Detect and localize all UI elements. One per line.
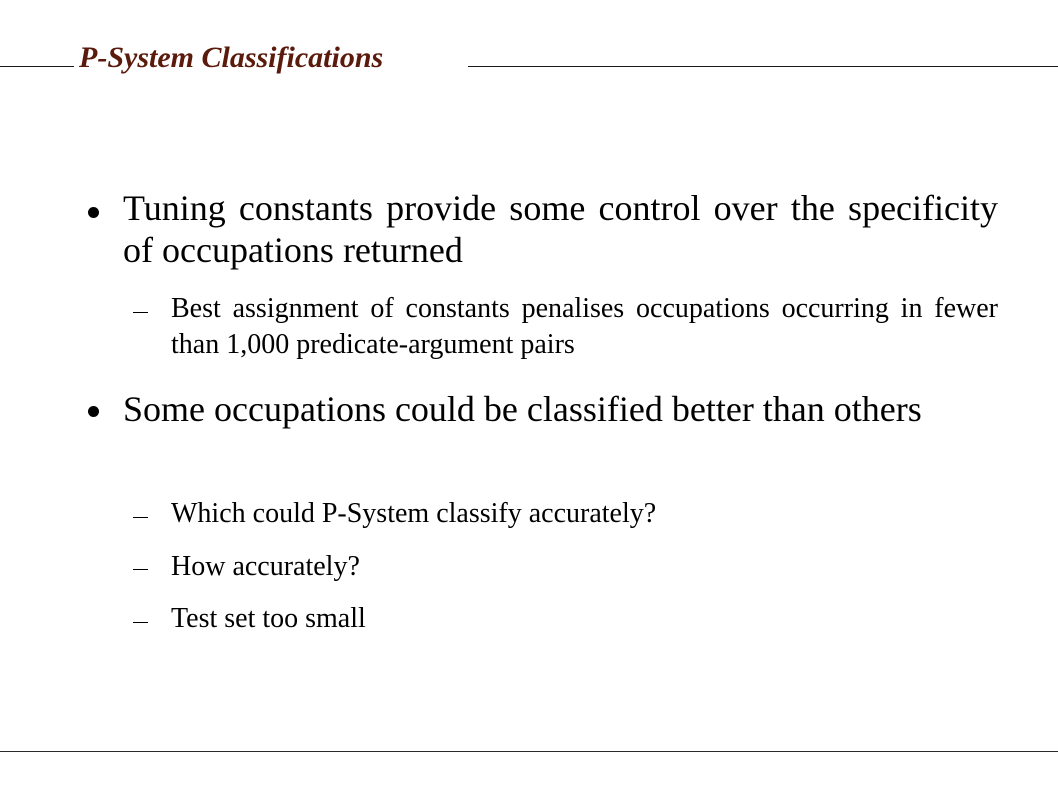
bullet-item-1 — [123, 187, 998, 271]
bullet-dash-icon — [133, 622, 148, 623]
sub-bullet-item-2 — [171, 496, 998, 532]
title-rule-left — [0, 66, 74, 67]
bullet-dash-icon — [133, 569, 148, 570]
bullet-item-2 — [123, 388, 998, 430]
sub-bullet-item-1 — [171, 291, 998, 363]
title-rule-right — [468, 66, 1058, 67]
footer-rule — [0, 751, 1058, 752]
bullet-text: Some occupations could be classified better than others — [123, 389, 922, 429]
slide-title: P-System Classifications — [79, 41, 384, 74]
bullet-dot-icon — [88, 207, 99, 218]
sub-bullet-text: Best assignment of constants penalises occupations occurring in fewer than 1,000 predicate-argument pairs — [171, 293, 998, 360]
bullet-text: Tuning constants provide some control over the specificity of occupations returned — [123, 188, 998, 270]
bullet-dash-icon — [133, 517, 148, 518]
sub-bullet-text: Which could P-System classify accurately? — [171, 498, 657, 529]
sub-bullet-text: Test set too small — [171, 603, 366, 634]
bullet-dot-icon — [88, 406, 99, 417]
sub-bullet-item-3 — [171, 549, 998, 585]
sub-bullet-item-4 — [171, 601, 998, 637]
sub-bullet-text: How accurately? — [171, 551, 360, 582]
bullet-dash-icon — [133, 312, 148, 313]
